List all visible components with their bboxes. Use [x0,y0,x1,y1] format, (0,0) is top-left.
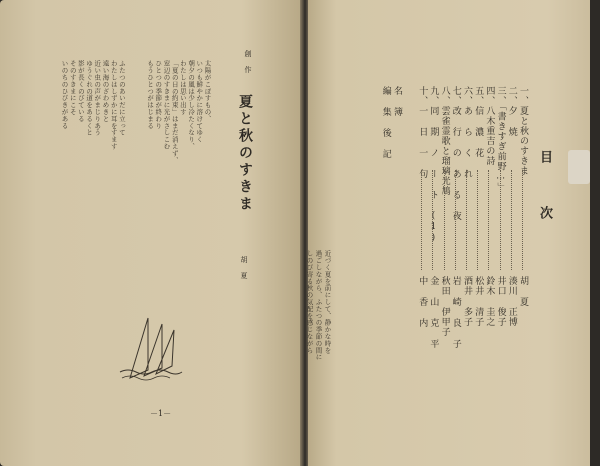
toc-entry-author: 井口 俊子 [495,276,506,327]
toc-leader-dots [522,170,523,270]
sailboat-illustration [118,310,184,382]
right-page [305,0,590,466]
toc-entry-title: 名 簿 [392,86,402,117]
poem-line: 窓辺のすきまに光がさしこむ [162,60,171,150]
poem-line: ふたつのあいだに立って [117,60,126,136]
toc-entry-author: 胡 夏 [518,276,528,307]
toc-leader-dots [444,170,445,270]
toc-entry-author: 岩 崎 良 子 [450,276,461,349]
toc-entry-title: 五、信 濃 花 [473,86,484,158]
poem-line: 影が長くのびている [76,60,85,123]
toc-entry-author: 秋田 伊甲子 [439,276,450,337]
toc-leader-dots [466,170,467,270]
toc-entry-author: 鈴木 圭之 [484,276,495,327]
poem-line: いのちのひびきがある [60,60,69,129]
toc-entry-author: 中 香 内 [417,276,428,328]
poem-line: いつも鮮やかに溶けてゆく [195,60,204,143]
toc-entry-title: 三、「書きすぎ前野…」 [495,86,506,193]
toc-entry-author: 酒井 多子 [462,276,472,327]
toc-entry-author: 湊川 正博 [506,276,517,327]
poem-line: 遠い海のざわめきと [101,60,110,123]
page-number: －1－ [150,409,172,418]
side-note-line: 過ごしながら、ふたつの季節の間に [314,250,323,361]
toc-entry-title: 二、夕 焼 [506,86,517,137]
poem-line: わたしはしずかに耳をすます [109,60,118,150]
paper-tab [568,150,590,184]
poem-line: ひとつの季節が終わり [154,60,163,129]
section-label: 創 作 [244,50,252,74]
toc-leader-dots [432,170,433,270]
toc-leader-dots [488,170,489,270]
side-note-line: しのび寄る秋の気配を感じながら [305,250,314,354]
toc-leader-dots [421,170,422,270]
poem-line: わたしは思い出す [178,60,187,116]
work-author: 胡 夏 [240,256,248,280]
toc-entry-title: 八、雲雀霊歌と瑠璃光鳩 [439,86,450,196]
toc-entry-author: 金 山 克 平 [428,276,439,349]
toc-leader-dots [500,170,501,270]
poem-line: 近い虫の声がまじりあう [93,60,102,136]
toc-entry-title: 四、八木重吉の詩 [484,86,495,166]
poem-line: 朝夕の風は少し冷たくなり、 [187,60,196,150]
toc-leader-dots [477,170,478,270]
poem-line: ゆうぐれの道をあるくと [85,60,94,136]
side-note-line: 近づく夏を前にして、静かな時を [323,250,332,354]
toc-entry-author: 松井 清子 [473,276,484,327]
work-title: 夏と秋のすきま [237,94,253,213]
toc-entry-title: 七、改 行 の あ る 夜 [450,86,461,221]
toc-entry-title: 編 集 後 記 [380,86,391,159]
table-of-contents-heading: 目 次 [537,150,552,233]
poem-line: 「夏の日の約束」はまだ消えず、 [170,60,179,164]
toc-entry-title: 九、同 期 ノ ー ト (1) [428,86,439,244]
toc-entry-title: 六、あ ら く れ [462,86,472,179]
toc-entry-title: 十、一 日 一 句 [417,86,428,179]
poem-line: 太陽がこぼすもの、 [203,60,212,123]
toc-entry-title: 一、夏と秋のすきま [518,86,528,176]
toc-leader-dots [455,170,456,270]
toc-leader-dots [511,170,512,270]
poem-line: そのすきまにこそ [68,60,77,116]
poem-line: もうひとつがはじまる [146,60,155,129]
